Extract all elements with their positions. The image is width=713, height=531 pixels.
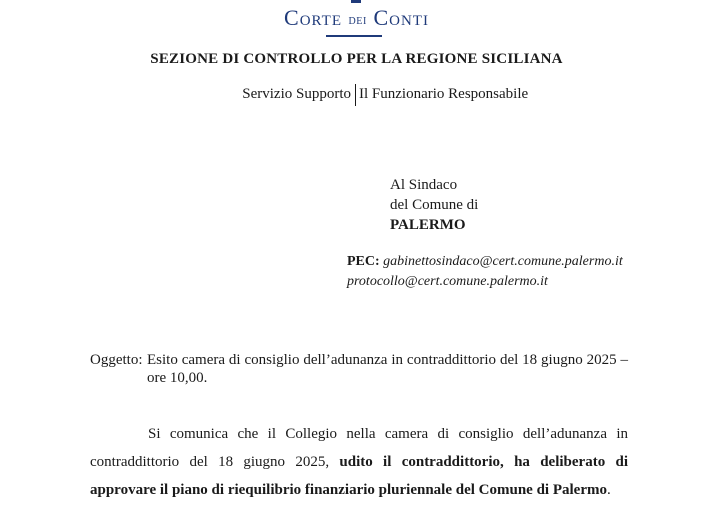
brand-conti: Conti bbox=[373, 5, 429, 30]
logo-underline bbox=[326, 35, 382, 37]
body-text-bold: udito il contraddittorio, ha deliberato di approvare il piano di riequilibrio finanziario pluriennale del Comune di Palermo bbox=[90, 454, 629, 498]
pec-address-2: protocollo@cert.comune.palermo.it bbox=[347, 274, 548, 289]
institution-logo bbox=[0, 5, 713, 31]
recipient-block bbox=[390, 175, 478, 235]
brand-corte: Corte bbox=[284, 5, 342, 30]
recipient-line-2: del Comune di bbox=[390, 197, 479, 213]
body-paragraph bbox=[90, 420, 628, 504]
pec-block bbox=[347, 252, 623, 292]
service-office: Servizio Supporto bbox=[242, 86, 351, 102]
service-divider bbox=[355, 84, 356, 106]
service-officer: Il Funzionario Responsabile bbox=[359, 86, 529, 102]
brand-dei: dei bbox=[348, 13, 367, 28]
body-text-end: . bbox=[606, 482, 611, 498]
recipient-line-1: Al Sindaco bbox=[390, 177, 458, 193]
pec-address-1: gabinettosindaco@cert.comune.palermo.it bbox=[383, 254, 623, 269]
subject-text: Esito camera di consiglio dell’adunanza in contraddittorio del 18 giugno 2025 – ore 10,00. bbox=[147, 352, 628, 386]
emblem-fragment-icon bbox=[348, 0, 364, 4]
section-title: SEZIONE DI CONTROLLO PER LA REGIONE SICILIANA bbox=[150, 51, 563, 67]
pec-label: PEC: bbox=[347, 254, 380, 269]
body-text-part-1: Si comunica che il Collegio nella camera di consiglio dell’adunanza in contraddittorio del 18 giugno 2025, bbox=[90, 426, 628, 470]
recipient-city: PALERMO bbox=[390, 217, 466, 233]
subject-label: Oggetto: bbox=[90, 352, 143, 368]
